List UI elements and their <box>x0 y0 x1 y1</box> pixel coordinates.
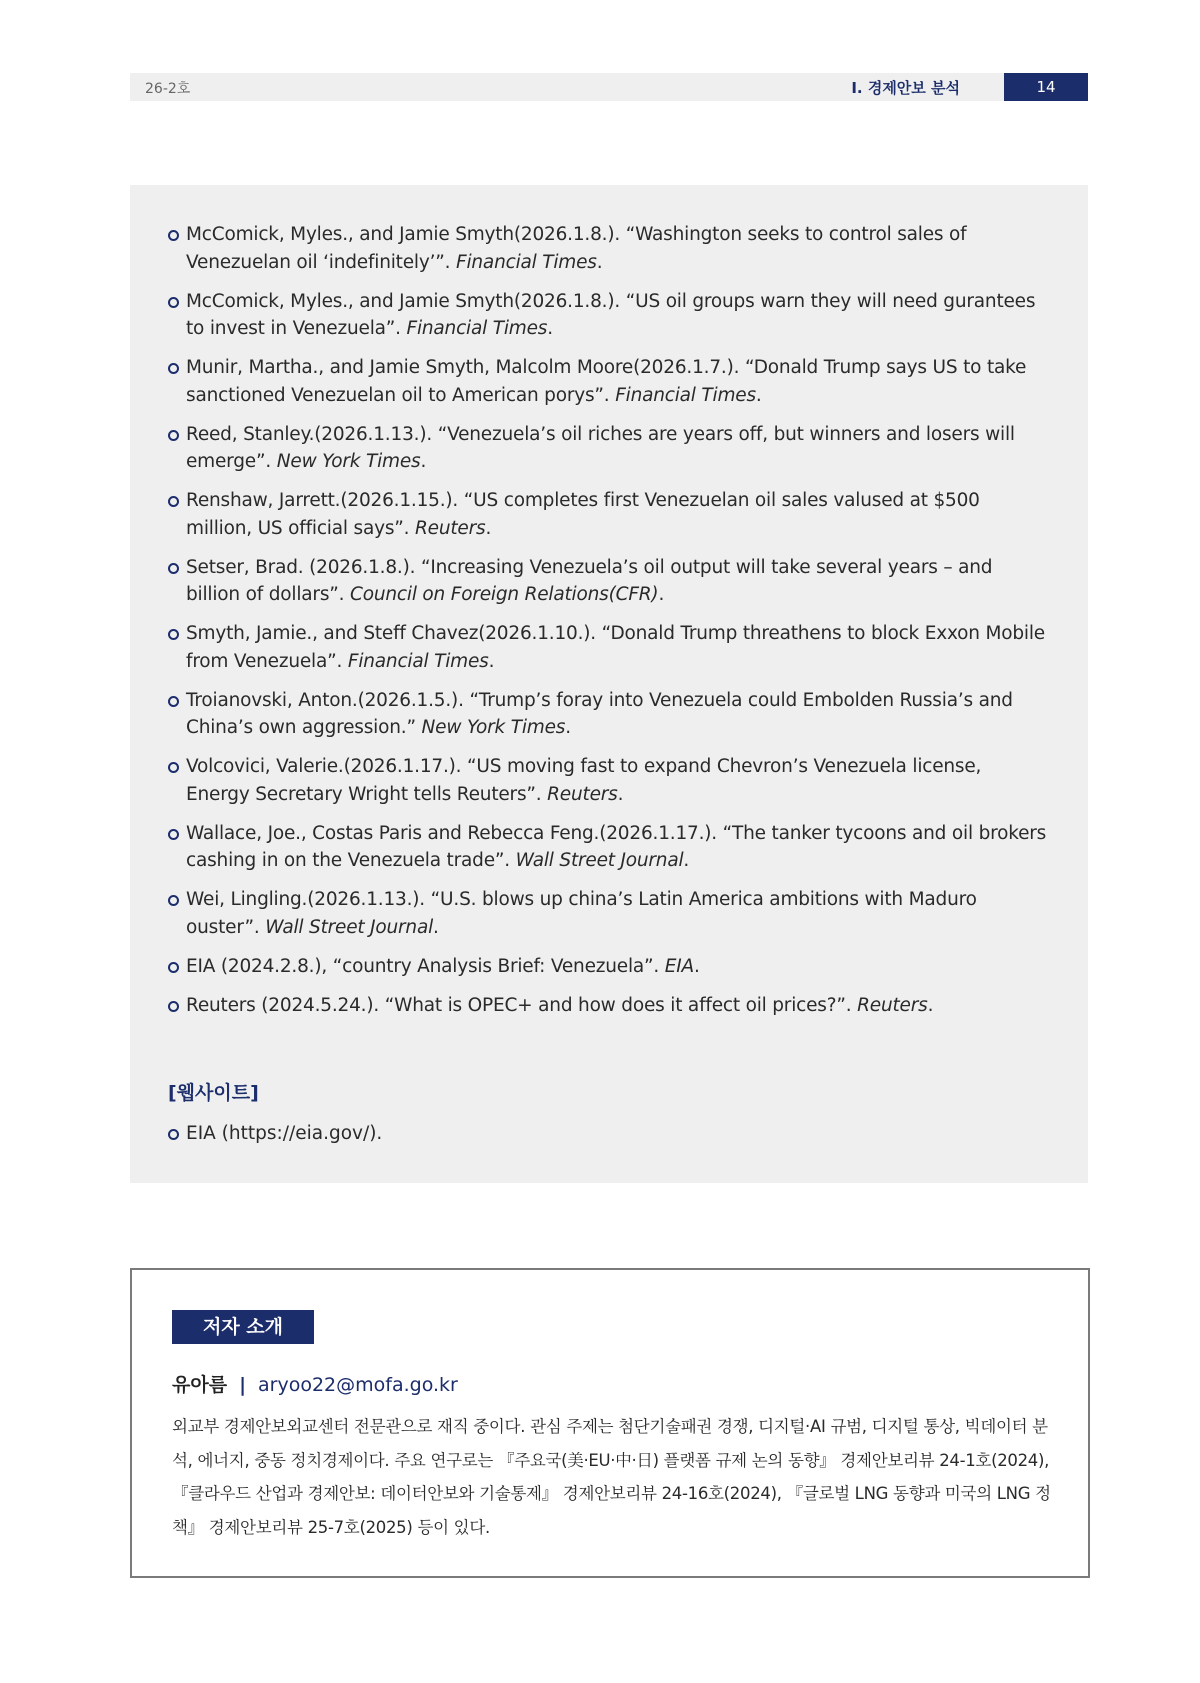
author-name: 유아름 <box>172 1374 228 1396</box>
reference-end: . <box>596 251 603 273</box>
reference-item <box>168 354 1049 409</box>
reference-item <box>168 421 1049 476</box>
reference-source: Financial Times <box>347 650 489 672</box>
section-title: Ⅰ. 경제안보 분석 <box>851 79 960 97</box>
author-box <box>130 1268 1090 1578</box>
reference-source: Council on Foreign Relations(CFR) <box>350 584 659 605</box>
references-panel <box>130 185 1088 1183</box>
circle-bullet-icon <box>168 496 179 507</box>
reference-source: Reuters <box>547 783 618 805</box>
website-text: EIA (https://eia.gov/). <box>186 1123 383 1144</box>
page-header <box>130 73 1088 101</box>
reference-text: McComick, Myles., and Jamie Smyth(2026.1.8.). “US oil groups warn they will need gurantees to invest in Venezuela”. <box>186 290 1036 339</box>
reference-end: . <box>658 584 665 605</box>
reference-source: Reuters <box>415 517 486 539</box>
circle-bullet-icon <box>168 363 179 374</box>
reference-source: New York Times <box>421 717 566 738</box>
reference-source: Wall Street Journal <box>515 850 684 871</box>
reference-text: Troianovski, Anton.(2026.1.5.). “Trump’s foray into Venezuela could Embolden Russia’s and China’s own aggression.” <box>186 689 1013 738</box>
reference-item <box>168 687 1049 742</box>
circle-bullet-icon <box>168 895 179 906</box>
websites-heading: [웹사이트] <box>168 1082 259 1104</box>
reference-item <box>168 953 1049 981</box>
reference-end: . <box>433 916 439 938</box>
circle-bullet-icon <box>168 230 179 241</box>
reference-text: McComick, Myles., and Jamie Smyth(2026.1.8.). “Washington seeks to control sales of Venezuelan oil ‘indefinitely’”. <box>186 224 967 273</box>
author-line <box>172 1370 458 1397</box>
reference-source: Financial Times <box>456 251 597 273</box>
circle-bullet-icon <box>168 297 179 308</box>
reference-end: . <box>420 451 427 472</box>
author-email[interactable]: aryoo22@mofa.go.kr <box>258 1374 458 1396</box>
reference-end: . <box>694 955 700 977</box>
reference-source: Financial Times <box>406 318 548 339</box>
reference-item <box>168 554 1049 609</box>
page-number: 14 <box>1004 73 1088 101</box>
reference-end: . <box>547 318 553 339</box>
reference-end: . <box>488 650 495 672</box>
author-separator: | <box>239 1374 247 1396</box>
circle-bullet-icon <box>168 829 179 840</box>
reference-source: EIA <box>664 955 694 977</box>
reference-text: Smyth, Jamie., and Steff Chavez(2026.1.10.). “Donald Trump threathens to block Exxon Mobile from Venezuela”. <box>186 623 1045 672</box>
reference-text: EIA (2024.2.8.), “country Analysis Brief: Venezuela”. <box>186 955 665 977</box>
circle-bullet-icon <box>168 1001 179 1012</box>
reference-list <box>168 221 1049 1031</box>
reference-item <box>168 221 1049 276</box>
reference-text: Munir, Martha., and Jamie Smyth, Malcolm Moore(2026.1.7.). “Donald Trump says US to take sanctioned Venezuelan oil to American porys”. <box>186 357 1027 406</box>
reference-item <box>168 487 1049 542</box>
reference-end: . <box>617 783 624 805</box>
reference-text: Setser, Brad. (2026.1.8.). “Increasing Venezuela’s oil output will take several years – and billion of dollars”. <box>186 556 993 605</box>
reference-text: Renshaw, Jarrett.(2026.1.15.). “US completes first Venezuelan oil sales valused at $500 million, US official says”. <box>186 490 980 539</box>
reference-source: Financial Times <box>615 384 756 406</box>
circle-bullet-icon <box>168 430 179 441</box>
reference-end: . <box>927 994 934 1016</box>
reference-item <box>168 620 1049 675</box>
reference-source: Wall Street Journal <box>265 916 434 938</box>
reference-text: Reuters (2024.5.24.). “What is OPEC+ and how does it affect oil prices?”. <box>186 994 858 1016</box>
reference-end: . <box>683 850 690 871</box>
reference-item <box>168 886 1049 941</box>
reference-text: Reed, Stanley.(2026.1.13.). “Venezuela’s oil riches are years off, but winners and losers will emerge”. <box>186 423 1015 472</box>
reference-end: . <box>485 517 492 539</box>
circle-bullet-icon <box>168 1129 179 1140</box>
reference-text: Wei, Lingling.(2026.1.13.). “U.S. blows up china’s Latin America ambitions with Maduro ouster”. <box>186 889 977 938</box>
circle-bullet-icon <box>168 696 179 707</box>
author-badge: 저자 소개 <box>172 1310 314 1344</box>
circle-bullet-icon <box>168 563 179 574</box>
circle-bullet-icon <box>168 962 179 973</box>
circle-bullet-icon <box>168 762 179 773</box>
reference-text: Wallace, Joe., Costas Paris and Rebecca Feng.(2026.1.17.). “The tanker tycoons and oil brokers cashing in on the Venezuela trade”. <box>186 822 1047 871</box>
reference-source: Reuters <box>857 994 928 1016</box>
reference-item <box>168 820 1049 875</box>
reference-item <box>168 992 1049 1020</box>
reference-end: . <box>755 384 762 406</box>
reference-source: New York Times <box>276 451 421 472</box>
circle-bullet-icon <box>168 629 179 640</box>
website-item <box>168 1120 382 1147</box>
reference-item <box>168 288 1049 343</box>
reference-item <box>168 753 1049 808</box>
issue-number: 26-2호 <box>145 81 191 97</box>
author-bio: 외교부 경제안보외교센터 전문관으로 재직 중이다. 관심 주제는 첨단기술패권 경쟁, 디지털·AI 규범, 디지털 통상, 빅데이터 분석, 에너지, 중동 정치경제이다. 주요 연구로는 『주요국(美·EU·中·日) 플랫폼 규제 논의 동향』 경제안보리뷰 24-1호(2024), 『클라우드 산업과 경제안보: 데이터안보와 기술통제』 경제안보리뷰 24-16호(2024), 『글로벌 LNG 동향과 미국의 LNG 정책』 경제안보리뷰 25-7호(2025) 등이 있다. <box>172 1417 1051 1537</box>
reference-text: Volcovici, Valerie.(2026.1.17.). “US moving fast to expand Chevron’s Venezuela license, Energy Secretary Wright tells Reuters”. <box>186 756 982 805</box>
reference-end: . <box>565 717 571 738</box>
